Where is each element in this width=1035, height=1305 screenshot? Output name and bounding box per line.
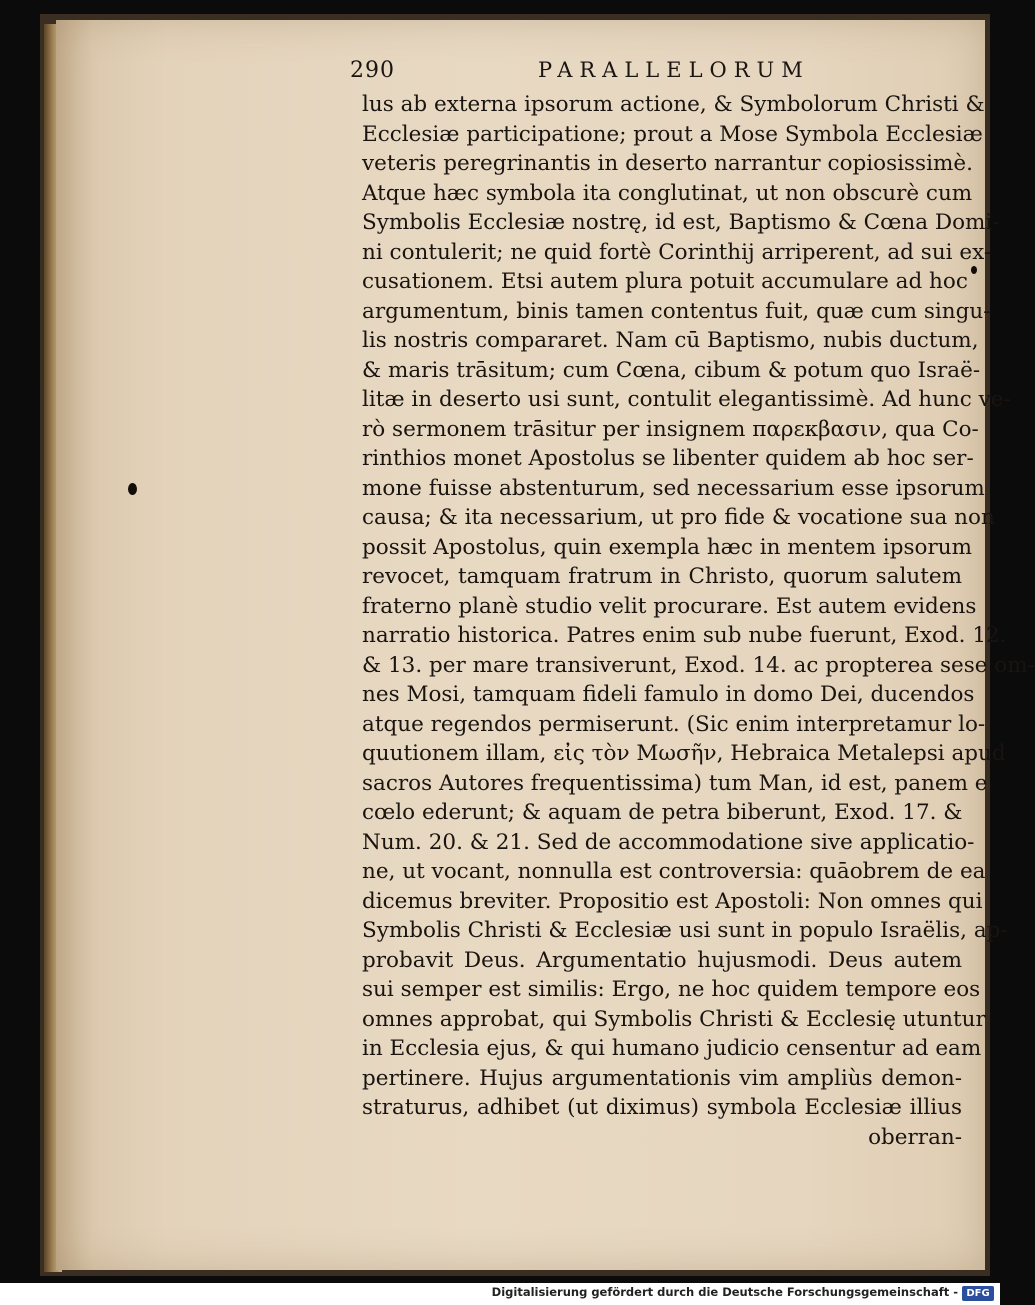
text-line: omnes approbat, qui Symbolis Christi & Ecclesię utuntur bbox=[362, 1006, 986, 1032]
text-line: Symbolis Ecclesiæ nostrę, id est, Baptismo & Cœna Domi- bbox=[362, 210, 1000, 235]
text-line: ne, ut vocant, nonnulla est controversia: quāobrem de ea bbox=[362, 859, 986, 884]
text-line: Ecclesiæ participatione; prout a Mose Symbola Ecclesiæ bbox=[362, 121, 983, 147]
text-line: mone fuisse abstenturum, sed necessarium esse ipsorum bbox=[362, 475, 985, 501]
text-line: revocet, tamquam fratrum in Christo, quorum salutem bbox=[362, 564, 962, 589]
text-line: rinthios monet Apostolus se libenter quidem ab hoc ser- bbox=[362, 446, 974, 471]
text-line: lus ab externa ipsorum actione, & Symbolorum Christi & bbox=[362, 92, 985, 117]
text-line: Symbolis Christi & Ecclesiæ usi sunt in populo Israëlis, ap- bbox=[362, 918, 1008, 943]
text-line: lis nostris compararet. Nam cū Baptismo, nubis ductum, bbox=[362, 328, 979, 353]
text-line: & maris trāsitum; cum Cœna, cibum & potum quo Israë- bbox=[362, 357, 981, 383]
text-line: Atque hæc symbola ita conglutinat, ut non obscurè cum bbox=[362, 180, 973, 206]
text-line: cœlo ederunt; & aquam de petra biberunt, Exod. 17. & bbox=[362, 800, 963, 825]
footer-bar bbox=[0, 1283, 1000, 1305]
text-line: litæ in deserto usi sunt, contulit elegantissimè. Ad hunc ve- bbox=[362, 387, 1011, 412]
text-line: veteris peregrinantis in deserto narrantur copiosissimè. bbox=[362, 151, 973, 176]
text-line: Num. 20. & 21. Sed de accommodatione sive applicatio- bbox=[362, 829, 975, 855]
text-line: & 13. per mare transiverunt, Exod. 14. ac propterea sese om- bbox=[362, 652, 1035, 678]
page-header bbox=[350, 58, 950, 88]
text-line: dicemus breviter. Propositio est Apostoli: Non omnes qui bbox=[362, 888, 983, 914]
funding-credit: Digitalisierung gefördert durch die Deutsche Forschungsgemeinschaft - bbox=[491, 1285, 958, 1299]
text-line: ni contulerit; ne quid fortè Corinthij arriperent, ad sui ex- bbox=[362, 239, 992, 265]
dfg-logo: DFG bbox=[962, 1286, 994, 1301]
text-line: fraterno planè studio velit procurare. Est autem evidens bbox=[362, 593, 977, 619]
body-text bbox=[362, 90, 1035, 1152]
text-line: atque regendos permiserunt. (Sic enim interpretamur lo- bbox=[362, 711, 986, 737]
text-line: rò sermonem trāsitur per insignem παρεκβασιν, qua Co- bbox=[362, 416, 979, 442]
text-line: causa; & ita necessarium, ut pro fide & vocatione sua non bbox=[362, 505, 995, 530]
catchword: oberran- bbox=[868, 1124, 962, 1150]
text-line: nes Mosi, tamquam fideli famulo in domo Dei, ducendos bbox=[362, 682, 975, 707]
text-line: narratio historica. Patres enim sub nube fuerunt, Exod. 12. bbox=[362, 623, 1007, 648]
ink-spot bbox=[971, 266, 977, 274]
text-line: sacros Autores frequentissima) tum Man, id est, panem e bbox=[362, 770, 988, 796]
ink-spot bbox=[128, 483, 137, 495]
text-line: probavit Deus. Argumentatio hujusmodi. Deus autem bbox=[362, 947, 962, 973]
text-line: possit Apostolus, quin exempla hæc in mentem ipsorum bbox=[362, 534, 972, 560]
running-head: PARALLELORUM bbox=[538, 58, 810, 82]
text-line: cusationem. Etsi autem plura potuit accumulare ad hoc bbox=[362, 269, 968, 294]
text-line: sui semper est similis: Ergo, ne hoc quidem tempore eos bbox=[362, 977, 981, 1002]
text-line: argumentum, binis tamen contentus fuit, quæ cum singu- bbox=[362, 298, 991, 324]
text-line: quutionem illam, εἰς τὸν Μωσῆν, Hebraica Metalepsi apud bbox=[362, 741, 1006, 766]
page-number: 290 bbox=[350, 58, 395, 83]
text-line: in Ecclesia ejus, & qui humano judicio censentur ad eam bbox=[362, 1036, 982, 1061]
text-line: pertinere. Hujus argumentationis vim ampliùs demon- bbox=[362, 1065, 962, 1091]
text-line: straturus, adhibet (ut diximus) symbola Ecclesiæ illius bbox=[362, 1095, 962, 1120]
